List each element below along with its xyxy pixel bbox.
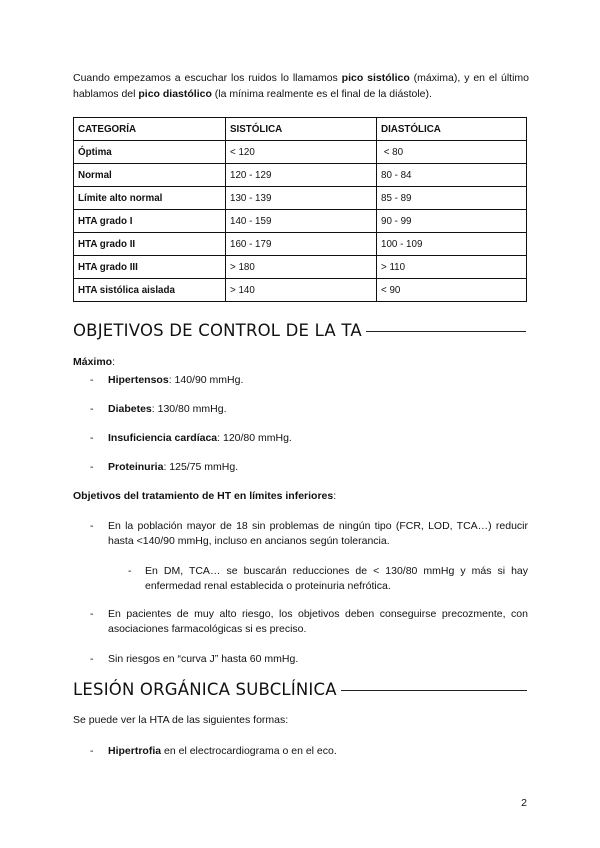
table-cell-systolic: > 140 (226, 279, 377, 302)
table-cell-systolic: 130 - 139 (226, 187, 377, 210)
list-dash: - (90, 461, 94, 473)
list-dash: - (90, 520, 94, 532)
table-cell-diastolic: 100 - 109 (377, 233, 527, 256)
table-cell-systolic: 160 - 179 (226, 233, 377, 256)
header-sistolica: SISTÓLICA (226, 118, 377, 141)
table-cell-diastolic: > 110 (377, 256, 527, 279)
section-heading-objetivos: OBJETIVOS DE CONTROL DE LA TA (73, 321, 526, 340)
list-item: Insuficiencia cardíaca: 120/80 mmHg. (108, 432, 292, 444)
table-cell-diastolic: 85 - 89 (377, 187, 527, 210)
page-number: 2 (521, 797, 527, 809)
table-cell-category: HTA grado I (74, 210, 226, 233)
table-cell-category: Límite alto normal (74, 187, 226, 210)
table-row (74, 210, 527, 233)
pico-diastolico-term: pico diastólico (138, 88, 212, 100)
table-row (74, 164, 527, 187)
heading-rule (341, 690, 527, 691)
list-item: Diabetes: 130/80 mmHg. (108, 403, 227, 415)
table-cell-diastolic: 90 - 99 (377, 210, 527, 233)
heading-rule (366, 331, 526, 332)
table-cell-systolic: 120 - 129 (226, 164, 377, 187)
list-item: Proteinuria: 125/75 mmHg. (108, 461, 239, 473)
list-dash: - (90, 403, 94, 415)
table-cell-systolic: > 180 (226, 256, 377, 279)
table-cell-diastolic: < 80 (377, 141, 527, 164)
table-cell-diastolic: < 90 (377, 279, 527, 302)
table-header-row (74, 118, 527, 141)
table-row (74, 256, 527, 279)
list-dash: - (90, 653, 94, 665)
list-item: En DM, TCA… se buscarán reducciones de < 130/80 mmHg y más si hay enfermedad renal establecida o proteinuria nefrótica. (145, 565, 528, 592)
blood-pressure-table (73, 117, 527, 302)
list-item: Hipertrofia en el electrocardiograma o en el eco. (108, 745, 337, 757)
table-cell-category: HTA grado II (74, 233, 226, 256)
table-cell-systolic: < 120 (226, 141, 377, 164)
table-cell-category: Óptima (74, 141, 226, 164)
table-cell-category: HTA sistólica aislada (74, 279, 226, 302)
section-heading-lesion: LESIÓN ORGÁNICA SUBCLÍNICA (73, 680, 527, 699)
pico-sistolico-term: pico sistólico (341, 72, 410, 84)
maximo-label: Máximo: (73, 356, 116, 368)
list-dash: - (90, 432, 94, 444)
header-diastolica: DIASTÓLICA (377, 118, 527, 141)
section2-intro: Se puede ver la HTA de las siguientes formas: (73, 714, 289, 726)
table-row (74, 233, 527, 256)
table-row (74, 187, 527, 210)
table-cell-category: Normal (74, 164, 226, 187)
table-cell-diastolic: 80 - 84 (377, 164, 527, 187)
list-dash: - (128, 565, 132, 577)
header-categoria: CATEGORÍA (74, 118, 226, 141)
table-cell-systolic: 140 - 159 (226, 210, 377, 233)
objetivos-label: Objetivos del tratamiento de HT en límites inferiores: (73, 490, 337, 502)
list-item: Sin riesgos en “curva J” hasta 60 mmHg. (108, 653, 299, 665)
table-cell-category: HTA grado III (74, 256, 226, 279)
table-row (74, 141, 527, 164)
list-dash: - (90, 374, 94, 386)
list-item: En pacientes de muy alto riesgo, los objetivos deben conseguirse precozmente, con asociaciones farmacológicas si es preciso. (108, 608, 528, 635)
table-row (74, 279, 527, 302)
list-dash: - (90, 745, 94, 757)
intro-paragraph: Cuando empezamos a escuchar los ruidos lo llamamos pico sistólico (máxima), y en el último hablamos del pico diastólico (la mínima realmente es el final de la diástole). (73, 72, 529, 100)
list-dash: - (90, 608, 94, 620)
list-item: Hipertensos: 140/90 mmHg. (108, 374, 244, 386)
list-item: En la población mayor de 18 sin problemas de ningún tipo (FCR, LOD, TCA…) reducir hasta <140/90 mmHg, incluso en ancianos según tolerancia. (108, 520, 528, 547)
